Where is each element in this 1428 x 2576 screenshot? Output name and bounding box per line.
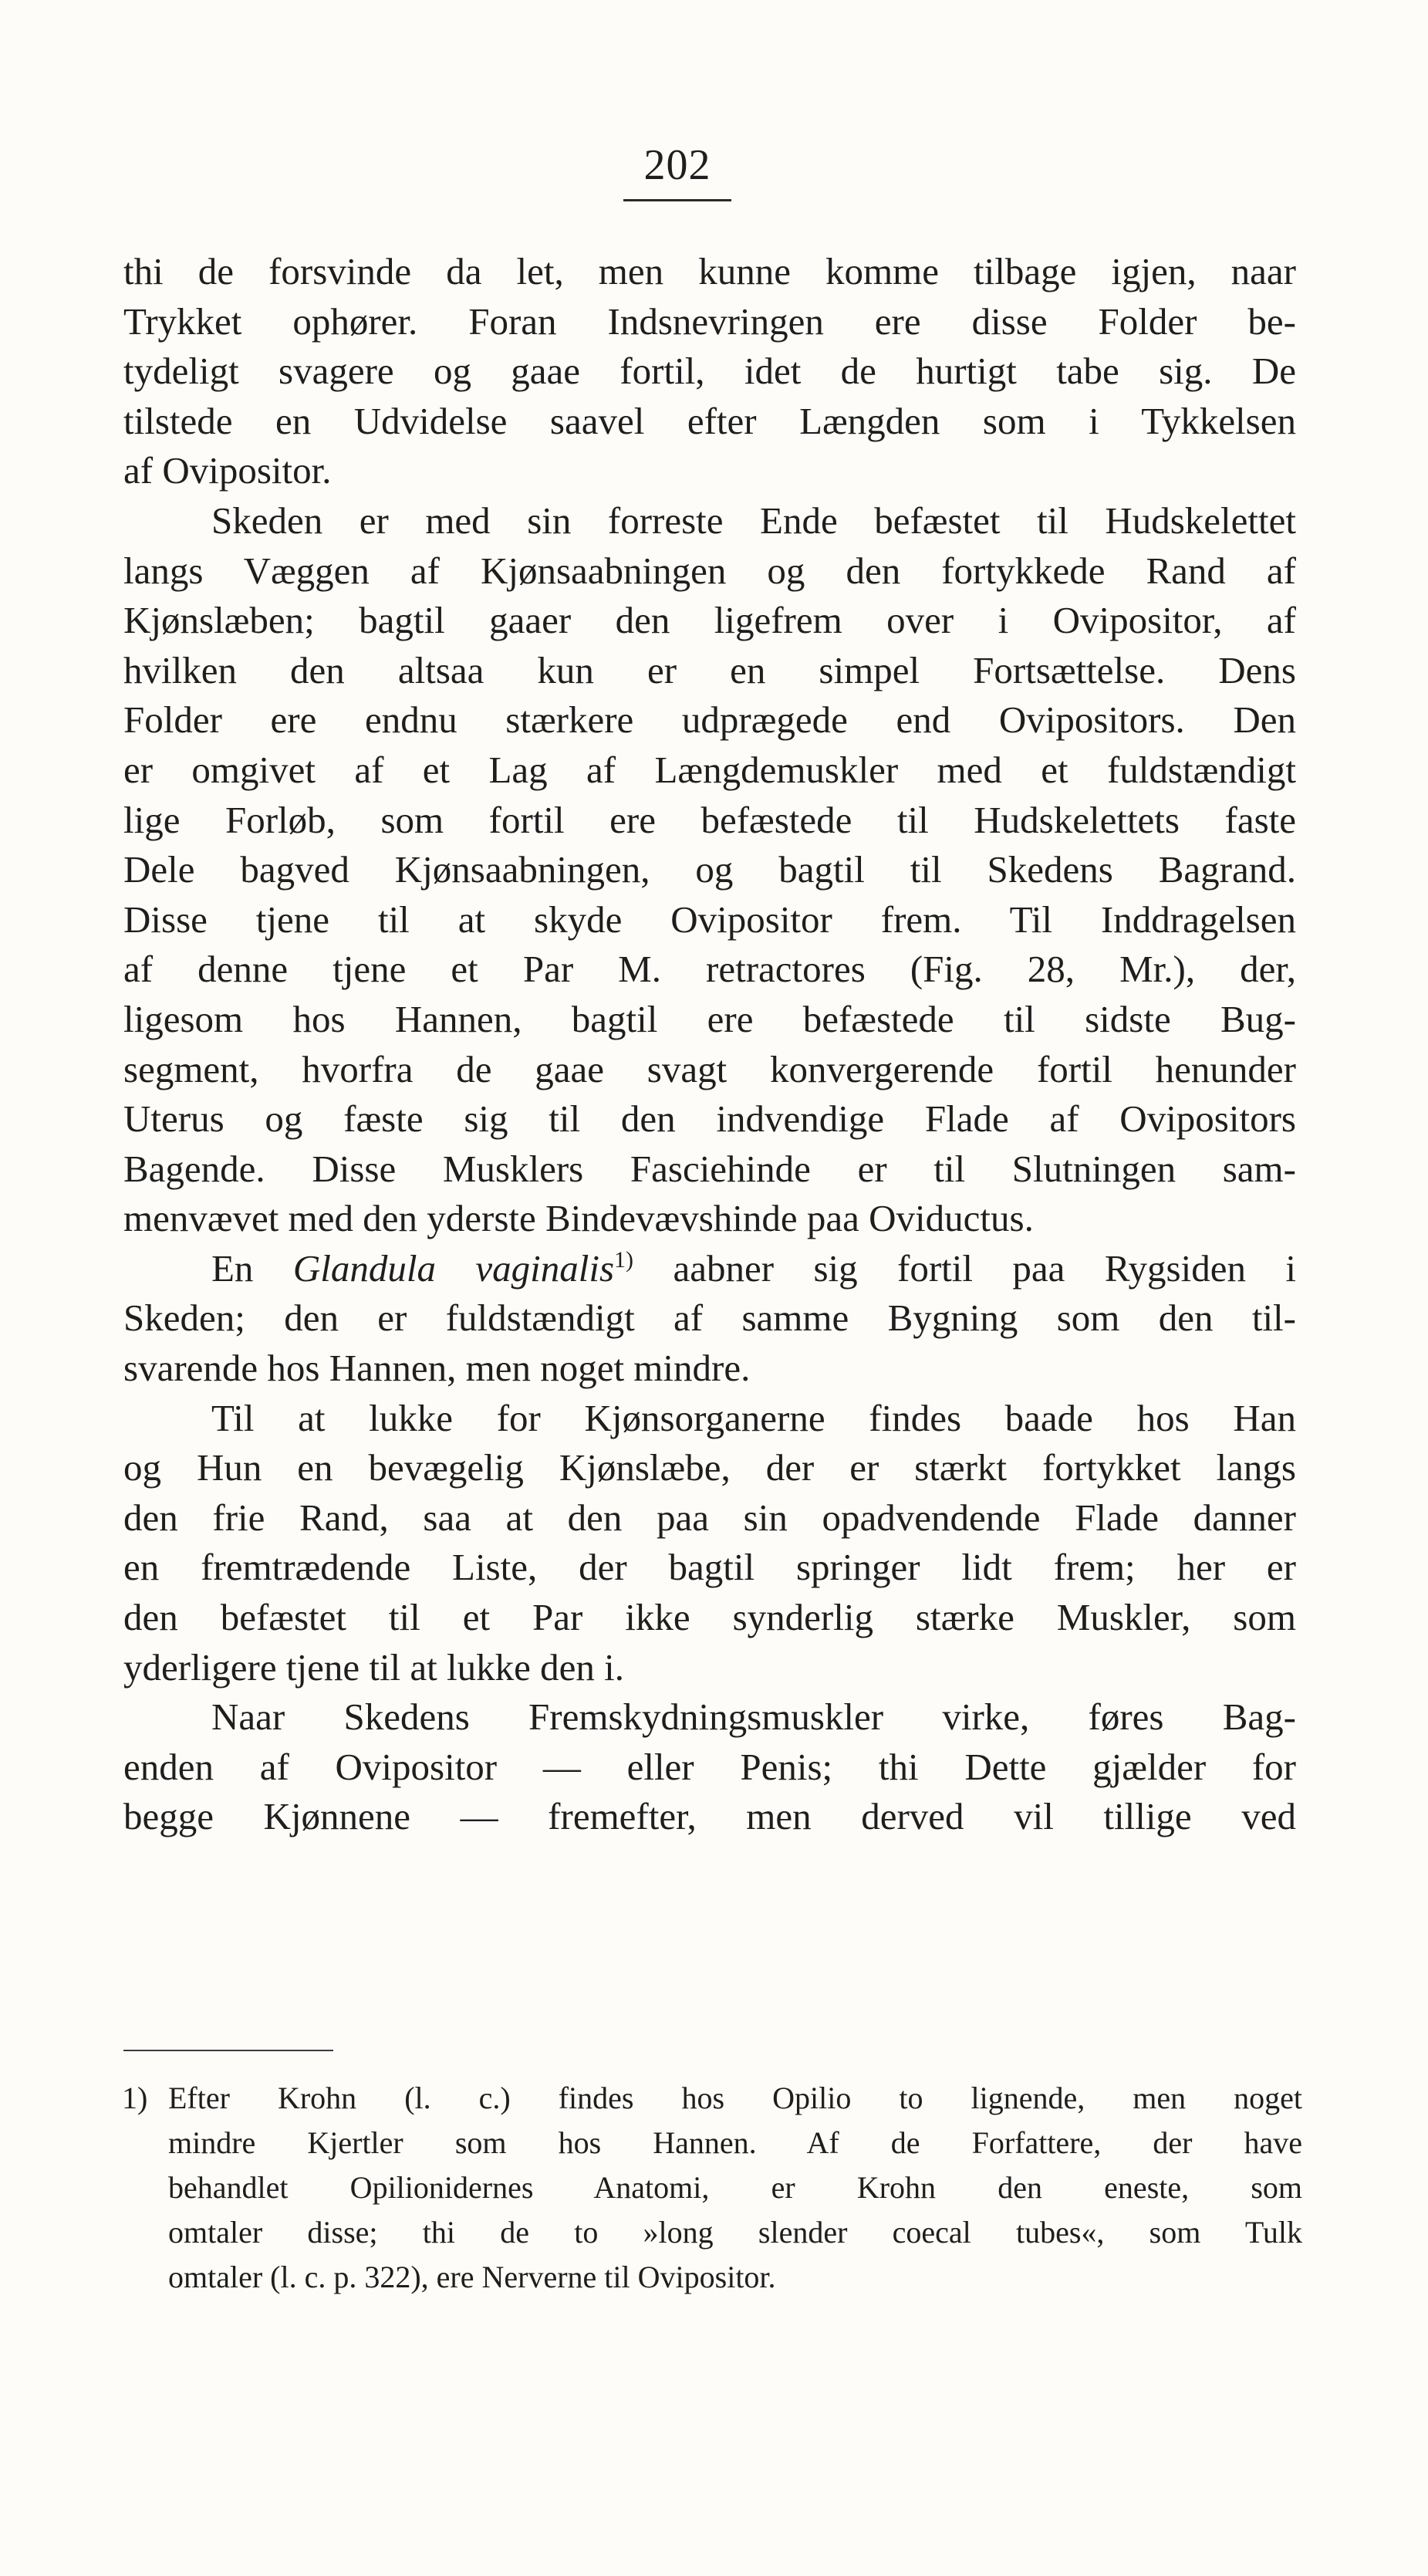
paragraph-start-line: Skeden er med sin forreste Ende befæstet til Hudskelettet: [211, 499, 1296, 542]
footnote-line: omtaler (l. c. p. 322), ere Nerverne til Ovipositor.: [168, 2260, 776, 2294]
page-number-underline: [623, 199, 731, 201]
text-line: af denne tjene et Par M. retractores (Fig. 28, Mr.), der,: [123, 948, 1296, 991]
text-line: yderligere tjene til at lukke den i.: [123, 1645, 625, 1689]
paragraph-start-line: Naar Skedens Fremskydningsmuskler virke, føres Bag-: [211, 1695, 1296, 1739]
text-line: og Hun en bevægelig Kjønslæbe, der er stærkt fortykket langs: [123, 1446, 1296, 1489]
footnote-line: behandlet Opilionidernes Anatomi, er Krohn den eneste, som: [168, 2170, 1302, 2205]
page-number: 202: [643, 141, 711, 189]
text-line: Disse tjene til at skyde Ovipositor frem. Til Inddragelsen: [123, 898, 1296, 941]
footnote-line-text: Efter Krohn (l. c.) findes hos Opilio to lignende, men noget: [168, 2081, 1302, 2115]
body-text: [123, 247, 1296, 1842]
paragraph-start-line: [123, 1244, 1296, 1294]
footnote: [122, 2076, 1302, 2300]
text-line: langs Væggen af Kjønsaabningen og den fortykkede Rand af: [123, 549, 1296, 592]
line-rest: aabner sig fortil paa Rygsiden i: [673, 1246, 1297, 1290]
text-line: den befæstet til et Par ikke synderlig stærke Muskler, som: [123, 1596, 1296, 1639]
text-line: Kjønslæben; bagtil gaaer den ligefrem over i Ovipositor, af: [123, 599, 1296, 642]
text-line: begge Kjønnene — fremefter, men derved vil tillige ved: [123, 1795, 1296, 1838]
footnote-line: [122, 2076, 1302, 2121]
text-line: ligesom hos Hannen, bagtil ere befæstede til sidste Bug-: [123, 997, 1296, 1040]
text-line: Skeden; den er fuldstændigt af samme Bygning som den til-: [123, 1296, 1296, 1340]
text-line: er omgivet af et Lag af Længdemuskler med et fuldstændigt: [123, 748, 1296, 791]
text-line: Uterus og fæste sig til den indvendige Flade af Ovipositors: [123, 1097, 1296, 1141]
footnote-marker: 1): [122, 2081, 148, 2115]
glandula-vaginalis-term: Glandula vaginalis: [292, 1246, 615, 1290]
text-line: lige Forløb, som fortil ere befæstede til Hudskelettets faste: [123, 798, 1296, 841]
text-line: menvævet med den yderste Bindevævshinde paa Oviductus.: [123, 1197, 1034, 1240]
text-line: hvilken den altsaa kun er en simpel Fortsættelse. Dens: [123, 648, 1296, 691]
text-line: enden af Ovipositor — eller Penis; thi Dette gjælder for: [123, 1745, 1296, 1788]
text-line: Folder ere endnu stærkere udprægede end Ovipositors. Den: [123, 698, 1296, 742]
text-line: svarende hos Hannen, men noget mindre.: [123, 1347, 751, 1390]
text-line: tydeligt svagere og gaae fortil, idet de hurtigt tabe sig. De: [123, 350, 1296, 393]
text-line: Bagende. Disse Musklers Fasciehinde er til Slutningen sam-: [123, 1147, 1296, 1190]
paragraph-start-line: Til at lukke for Kjønsorganerne findes baade hos Han: [211, 1396, 1296, 1439]
text-line: af Ovipositor.: [123, 449, 332, 492]
text-line: segment, hvorfra de gaae svagt konvergerende fortil henunder: [123, 1047, 1296, 1090]
text-line: thi de forsvinde da let, men kunne komme tilbage igjen, naar: [123, 250, 1296, 292]
text-line: Dele bagved Kjønsaabningen, og bagtil til Skedens Bagrand.: [123, 848, 1296, 891]
text-line: en fremtrædende Liste, der bagtil springer lidt frem; her er: [123, 1546, 1296, 1589]
text-line: tilstede en Udvidelse saavel efter Længden som i Tykkelsen: [123, 399, 1296, 442]
footnote-separator: [123, 2050, 333, 2051]
text-line: Trykket ophører. Foran Indsnevringen ere disse Folder be-: [123, 299, 1296, 343]
footnote-line: mindre Kjertler som hos Hannen. Af de Forfattere, der have: [168, 2125, 1302, 2160]
footnote-line: omtaler disse; thi de to »long slender coecal tubes«, som Tulk: [168, 2215, 1302, 2250]
footnote-reference: 1): [614, 1246, 634, 1273]
text-line: den frie Rand, saa at den paa sin opadvendende Flade danner: [123, 1496, 1296, 1539]
line-prefix: En: [211, 1246, 254, 1290]
